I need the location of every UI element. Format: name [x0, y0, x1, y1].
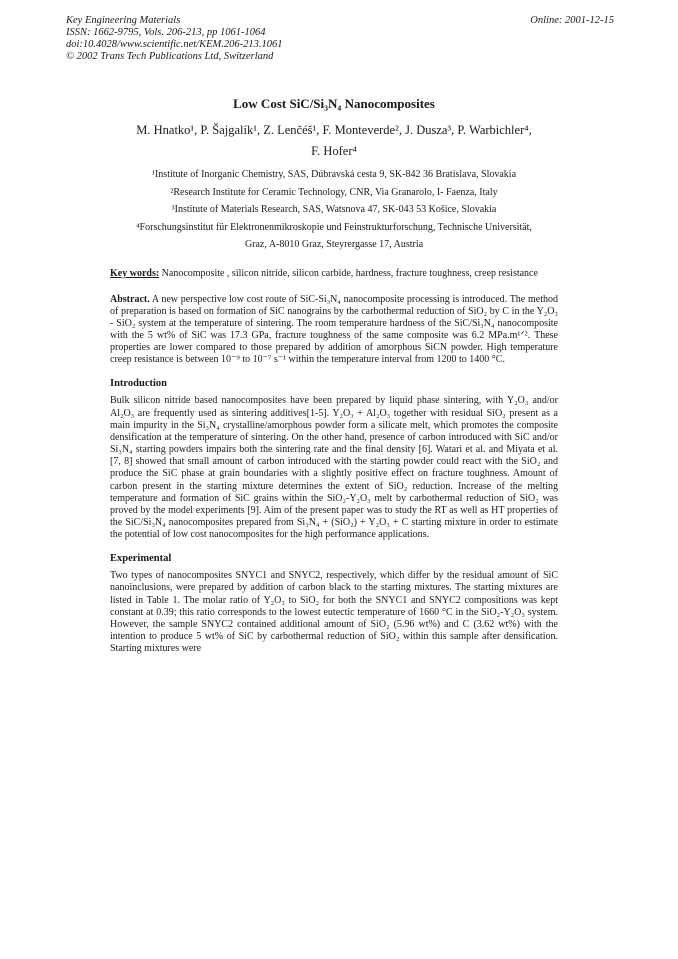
affiliation-4: ⁴Forschungsinstitut für Elektronenmikroskopie und Feinstrukturforschung, Technische Universität, [136, 221, 532, 233]
affiliation-2: ²Research Institute for Ceramic Technology, CNR, Via Granarolo, I- Faenza, Italy [170, 186, 498, 198]
experimental-heading: Experimental [110, 553, 172, 565]
paper-title: Low Cost SiC/Si₃N₄ Nanocomposites [233, 96, 435, 111]
introduction-text: Bulk silicon nitride based nanocomposites have been prepared by liquid phase sintering, with Y₂O₃ and/or Al₂O₃ are frequently used as sintering additives[1-5]. Y₂O₃ + Al₂O₃ together with residual SiO₂ present as a main impurity in the Si₃N₄ crystalline/amorphous powder form a silicate melt, which promotes the composite densification at the temperature of sintering. On the other hand, presence of carbon introduced with SiC and/or Si₃N₄ starting powders impairs both the sintering rate and the final density [6]. Watari et al. and Miyata et al. [7, 8] showed that small amount of carbon introduced with the starting powder could react with the SiO₂ and produce the SiC phase at grain boundaries with a slightly positive effect on fracture toughness. Amount of carbon present in the starting mixture determines the extent of SiO₂ reduction. Increase of the melting temperature and formation of SiC grains within the SiO₂-Y₂O₃ melt by carbothermal reduction of SiO₂ was proved by the model experiments [9]. Aim of the present paper was to study the RT as well as HT properties of the SiC/Si₃N₄ nanocomposites prepared from Si₃N₄ + (SiO₂) + Y₂O₃ + C starting mixture in order to estimate the potential of low cost nanocomposites for the high performance applications. [110, 395, 558, 541]
authors-line-2: F. Hofer⁴ [311, 144, 357, 158]
introduction-heading: Introduction [110, 378, 167, 390]
journal-header [66, 15, 283, 63]
authors-line-1: M. Hnatko¹, P. Šajgalík¹, Z. Lenčéš¹, F. Monteverde², J. Dusza³, P. Warbichler⁴, [136, 123, 532, 137]
keywords-label: Key words: [110, 267, 160, 279]
affiliation-4-cont: Graz, A-8010 Graz, Steyrergasse 17, Austria [244, 239, 424, 250]
abstract-label: Abstract. [110, 293, 150, 305]
journal-name: Key Engineering Materials [66, 15, 181, 26]
experimental-text: Two types of nanocomposites SNYC1 and SNYC2, respectively, which differ by the residual amount of SiC nanoinclusions, were prepared by addition of carbon black to the starting mixtures. The starting mixtures are listed in Table 1. The molar ratio of Y₂O₃ to SiO₂ for both the SNYC1 and SNYC2 compositions was kept constant at 0.39; this ratio corresponds to the lowest eutectic temperature of 1660 °C in the SiO₂-Y₂O₃ system. However, the sample SNYC2 contained additional amount of SiO₂ (5.96 wt%) and C (3.62 wt%) with the intention to produce 5 wt% of SiC by carbothermal reduction of SiO₂ within this sample after densification. Starting mixtures were [110, 570, 558, 655]
online-date: Online: 2001-12-15 [530, 15, 614, 26]
issn-line: ISSN: 1662-9795, Vols. 206-213, pp 1061-1064 [66, 27, 266, 38]
article-body [110, 96, 558, 655]
keywords-text: Nanocomposite , silicon nitride, silicon carbide, hardness, fracture toughness, creep resistance [159, 267, 538, 279]
copyright-line: © 2002 Trans Tech Publications Ltd, Switzerland [66, 51, 274, 62]
author-list [90, 120, 578, 162]
doi-line: doi:10.4028/www.scientific.net/KEM.206-213.1061 [66, 39, 283, 50]
keywords [110, 268, 558, 280]
abstract [110, 294, 558, 367]
abstract-text: A new perspective low cost route of SiC-Si₃N₄ nanocomposite processing is introduced. The method of preparation is based on formation of SiC nanograins by the carbothermal reduction of SiO₂ by C in the Y₂O₃ - SiO₂ system at the temperature of sintering. The room temperature hardness of the SiC/Si₃N₄ nanocomposite with the 5 wt% of SiC was 17.3 GPa, fracture toughness of the same composite was 6.2 MPa.m¹ᐟ². These properties are lower compared to those prepared by addition of amorphous SiCN powder. High temperature creep resistance is between 10⁻⁹ to 10⁻⁷ s⁻¹ within the temperature interval from 1200 to 1400 °C. [110, 293, 558, 366]
affiliation-3: ³Institute of Materials Research, SAS, Watsnova 47, SK-043 53 Košice, Slovakia [171, 204, 497, 215]
affiliation-1: ¹Institute of Inorganic Chemistry, SAS, Dúbravská cesta 9, SK-842 36 Bratislava, Slovakia [151, 169, 517, 180]
affiliations [100, 166, 568, 254]
